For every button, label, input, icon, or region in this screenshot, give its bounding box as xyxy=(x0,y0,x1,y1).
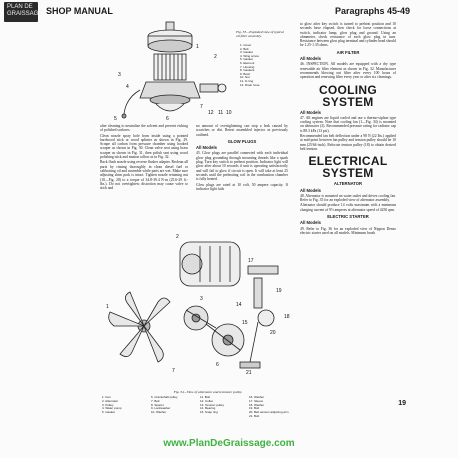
svg-text:21: 21 xyxy=(246,370,252,376)
heading-line: ELECTRICAL xyxy=(308,154,388,169)
svg-text:4: 4 xyxy=(126,84,129,90)
legend-item: 11. Bolt xyxy=(200,395,210,399)
svg-text:7: 7 xyxy=(172,368,175,374)
legend-item: 19. Bolt xyxy=(249,406,260,411)
heading-line: SYSTEM xyxy=(322,166,374,181)
text-column-1 xyxy=(100,124,188,191)
paragraph-47: 47. All engines are liquid cooled and use a thermo-siphon type cooling system. Note that cooling fan (1—Fig. 34) is mounted on alternator (2). Recommended pressure rating for radiator cap is 88.3 kPa (13 psi). xyxy=(300,115,396,133)
legend-item: 3. Gasket xyxy=(240,50,253,55)
section-heading-glow-plugs: GLOW PLUGS xyxy=(227,138,257,144)
legend-item: 7. Housing xyxy=(240,64,255,69)
section-heading-electric-starter: ELECTRIC STARTER xyxy=(327,214,369,220)
svg-text:5: 5 xyxy=(114,116,117,122)
svg-text:20: 20 xyxy=(270,330,276,336)
watermark-logo-text: PLAN DE GRAISSAGE xyxy=(7,4,43,17)
legend-item: 2. Alternator xyxy=(102,398,119,403)
paragraph: Recommended fan belt deflection under a 98 N (22 lbs.) applied at mid-point between fan pulley and tension pulley should be 10 mm (25/64-inch). Relocate tension pulley (18) to obtain desired belt tension. xyxy=(300,134,396,151)
fig33-caption: Fig. 33—Exploded view of typical oil filter assembly. xyxy=(236,30,284,38)
watermark-logo xyxy=(4,2,43,22)
svg-text:14: 14 xyxy=(236,302,242,308)
paragraph: Back flush nozzle using reverse flusher adapter. Reclean all parts by rinsing thoroughly in clean diesel fuel or calibrating oil and assemble while parts are wet. Make sure adjusting shim pack is intact. Tighten nozzle retaining nut (10—Fig. 28) to a torque of 34.8-39.4 N·m (25.6-29 ft.-lbs.). Do not overtighten; distortion may cause valve to stick and xyxy=(100,160,188,191)
legend-item: 8. Spacer xyxy=(151,402,164,407)
legend-item: 9. Bowl xyxy=(240,71,250,76)
svg-text:3: 3 xyxy=(200,296,203,302)
all-models-label: All Models xyxy=(300,220,321,226)
legend-item: 11. O-ring xyxy=(240,78,254,83)
legend-item xyxy=(151,415,200,419)
paragraph: Clean nozzle spray hole from inside using a pointed hardwood stick or wood splinter as shown in Fig. 29. Scrape all carbon from pressure chamber using hooked scraper as shown in Fig. 30. Clean valve seat using brass scraper as shown in Fig. 31, then polish seat using wood polishing stick and mutton tallow as in Fig. 32. xyxy=(100,133,188,160)
legend-item: 10. Washer xyxy=(151,410,167,415)
fig33-legend xyxy=(240,44,288,87)
paragraph: no amount of overtightening can stop a leak caused by scratches or dirt. Retest assembled injector as previously outlined. xyxy=(196,124,288,137)
fig34-caption: Fig. 34—View of alternator and tensioner pulley. xyxy=(173,390,243,394)
watermark-url: www.PlanDeGraissage.com xyxy=(163,438,295,449)
svg-text:2: 2 xyxy=(176,234,179,240)
svg-text:10: 10 xyxy=(226,110,232,116)
paragraph: Alternator should produce 14 volts maximum with a minimum charging current of 9½ amperes at alternator speed of 4250 rpm. xyxy=(300,203,396,212)
legend-item: 3. Pulley xyxy=(102,402,114,407)
paragraph: Glow plugs are rated at 10 volt, 50 ampere capacity. If indicator light fails xyxy=(196,182,288,191)
svg-text:3: 3 xyxy=(118,72,121,78)
legend-item: 1. Cover xyxy=(240,43,252,47)
svg-text:6: 6 xyxy=(166,116,169,122)
legend-item: 5. Gasket xyxy=(102,410,115,415)
legend-item: 7. Belt xyxy=(151,398,160,403)
fig34-legend xyxy=(102,396,298,419)
alternator-illustration xyxy=(100,222,296,388)
svg-text:1: 1 xyxy=(106,304,109,310)
paragraph: to glow after key switch is turned to preheat position and 10 seconds have elapsed, then check for loose connections at switch, indicator lamp, glow plug and ground. Using an ohmmeter, check resistance of each glow plug in turn. Resistance between glow plug terminal and cylinder head should be 1.25-1.35 ohms. xyxy=(300,22,396,48)
heading-line: COOLING xyxy=(318,82,378,97)
header-manual-title: SHOP MANUAL xyxy=(46,6,113,16)
section-heading-cooling-system xyxy=(300,84,396,108)
legend-item: 21. Bolt xyxy=(249,413,260,418)
paragraph-49: 49. Refer to Fig. 36 for an exploded view of Nippon Denso electric starter used on all models. Minimum brush xyxy=(300,226,396,235)
svg-text:2: 2 xyxy=(214,54,217,60)
legend-item: 10. Nut xyxy=(240,75,250,80)
legend-item: 4. Water pump xyxy=(102,406,122,411)
all-models-label: All Models xyxy=(196,145,217,151)
legend-item: 20. Belt tension adjusting arm xyxy=(249,410,289,415)
legend-item: 6. Element xyxy=(240,60,255,65)
legend-item: 15. Snap ring xyxy=(200,410,218,415)
text-column-3 xyxy=(300,22,396,236)
legend-item: 17. Sleeve xyxy=(249,398,264,403)
legend-item: 4. Wing screw xyxy=(240,53,259,58)
svg-text:18: 18 xyxy=(284,314,290,320)
legend-item: 12. Drain hose xyxy=(240,82,260,87)
legend-item: 2. Bolt xyxy=(240,46,249,51)
legend-item: 1. Fan xyxy=(102,395,111,399)
heading-line: SYSTEM xyxy=(322,94,374,109)
all-models-label: All Models xyxy=(300,187,321,193)
all-models-label: All Models xyxy=(300,56,321,62)
legend-item: 13. Tension pulley xyxy=(200,402,224,407)
legend-item: 12. Collar xyxy=(200,398,213,403)
legend-item: 9. Lockwasher xyxy=(151,406,171,411)
legend-item: 6. Crankshaft pulley xyxy=(151,395,178,399)
svg-text:11: 11 xyxy=(218,110,224,116)
legend-item: 18. Washer xyxy=(249,402,265,407)
svg-text:1: 1 xyxy=(196,44,199,50)
paragraph: after cleaning to neutralize the solvent and prevent etching of polished surfaces. xyxy=(100,124,188,133)
svg-text:6: 6 xyxy=(216,362,219,368)
svg-text:15: 15 xyxy=(242,320,248,326)
all-models-label: All Models xyxy=(300,109,321,115)
legend-item xyxy=(200,415,249,419)
svg-text:17: 17 xyxy=(248,258,254,264)
legend-item: 8. Gaskets xyxy=(240,68,255,73)
text-column-2 xyxy=(196,124,288,192)
legend-item: 5. Gasket xyxy=(240,57,253,62)
section-heading-electrical-system xyxy=(300,155,396,179)
svg-text:19: 19 xyxy=(276,288,282,294)
svg-text:7: 7 xyxy=(200,104,203,110)
legend-item: 16. Washer xyxy=(249,395,265,399)
section-heading-alternator: ALTERNATOR xyxy=(333,181,363,187)
header-paragraphs: Paragraphs 45-49 xyxy=(334,6,410,16)
svg-text:12: 12 xyxy=(208,110,214,116)
legend-item xyxy=(102,415,151,419)
section-heading-air-filter: AIR FILTER xyxy=(336,49,360,55)
page-number: 19 xyxy=(398,400,406,407)
legend-item: 14. Bearing xyxy=(200,406,216,411)
paragraph-45: 45. Glow plugs are parallel connected with each individual glow plug grounding through mounting threads like a spark plug. Turn key switch to preheat position. Indicator light will glow after about 10 seconds if unit is operating satisfactorily and will fail to glow if circuit is open. It will take at least 25 seconds until the preheating coil in the combustion chamber is fully heated. xyxy=(196,151,288,182)
paragraph-48: 48. Alternator is mounted on water outlet and drives cooling fan. Refer to Fig. 35 for an exploded view of alternator assembly. xyxy=(300,193,396,203)
paragraph-46: 46. INSPECTION. All models are equipped with a dry type renewable air filter element as shown in Fig. 32. Manufacturer recommends blowing out filter after every 100 hours of operation and renewing filter every year or after six cleanings. xyxy=(300,62,396,80)
